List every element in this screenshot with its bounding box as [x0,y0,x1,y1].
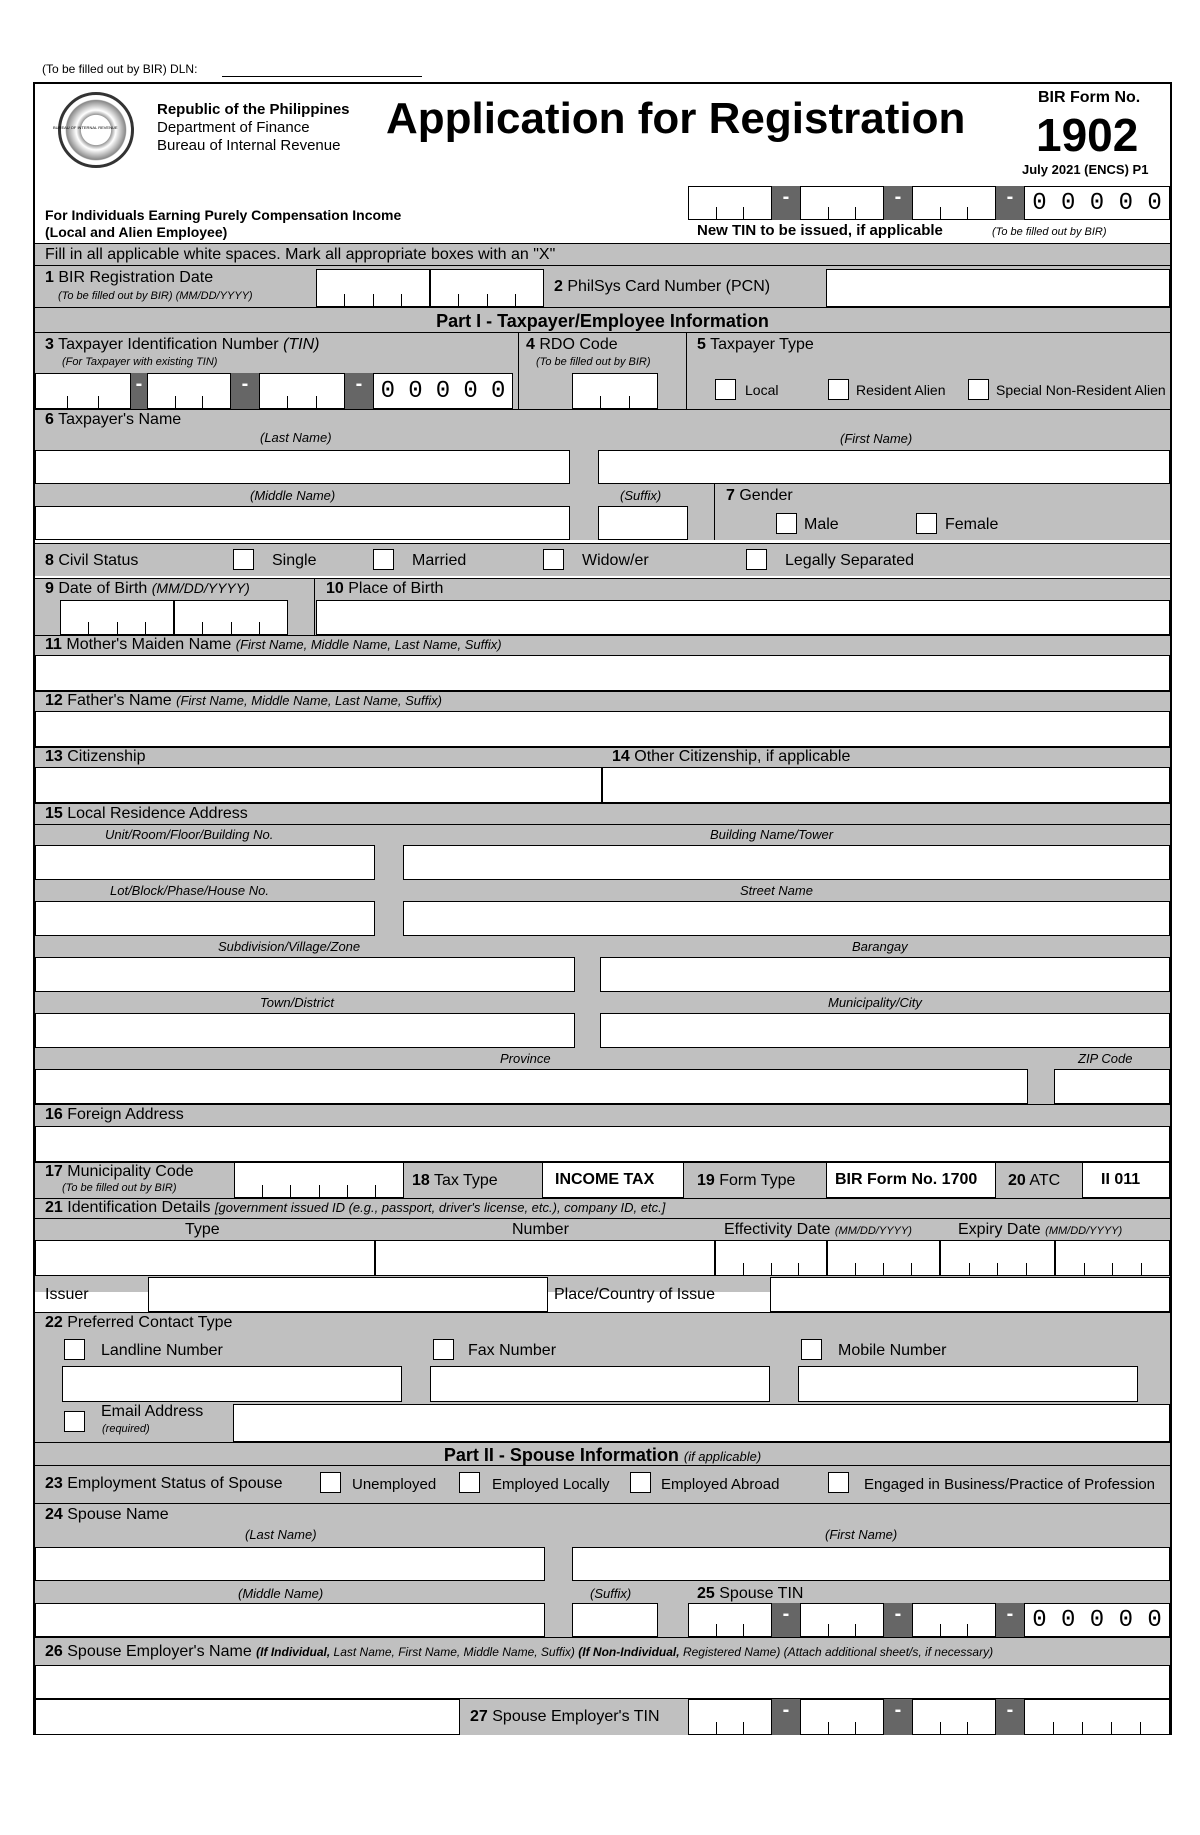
f15-num: 15 [45,805,63,822]
f7-label: Gender [739,487,793,504]
id-number-input[interactable] [375,1240,715,1276]
spouse-employed-abroad-checkbox[interactable] [630,1472,651,1493]
subdivision-input[interactable] [35,957,575,992]
form-number: 1902 [1036,109,1139,161]
f11-num: 11 [45,636,62,653]
instructions-text: Fill in all applicable white spaces. Mark all appropriate boxes with an "X" [45,246,556,263]
tin-dash-1: - [131,373,147,409]
f6-label: Taxpayer's Name [58,411,182,428]
f21-num: 21 [45,1199,63,1216]
f5-num: 5 [697,336,706,353]
f26-nonind: (If Non-Individual, [578,1645,680,1659]
civil-single-checkbox[interactable] [233,549,254,570]
tin-branch[interactable]: 0 0 0 0 0 [373,373,513,409]
f10-label: Place of Birth [348,580,444,597]
eff-date-yyyy[interactable] [827,1240,940,1276]
street-caption: Street Name [740,883,813,898]
f4-note: (To be filled out by BIR) [536,356,651,368]
employer-tin-part-3[interactable] [912,1699,996,1735]
civil-married-checkbox[interactable] [373,549,394,570]
spouse-unemployed-label: Unemployed [352,1476,437,1493]
town-input[interactable] [35,1013,575,1048]
mobile-checkbox[interactable] [801,1339,822,1360]
tin-part-2[interactable] [147,373,231,409]
f26-num: 26 [45,1643,63,1660]
reg-date-yyyy[interactable] [430,269,544,307]
landline-checkbox[interactable] [64,1339,85,1360]
f12-note: (First Name, Middle Name, Last Name, Suffix) [176,693,442,708]
eff-date-header: Effectivity Date [724,1221,831,1238]
province-input[interactable] [35,1069,1028,1104]
f3-tin: (TIN) [283,336,320,353]
new-tin-dash-2: - [884,186,912,220]
form-type-value: BIR Form No. 1700 [826,1162,996,1198]
f14-num: 14 [612,748,630,765]
taxpayer-type-special-checkbox[interactable] [968,379,989,400]
f9-label: Date of Birth [58,580,148,597]
part1-header [35,307,1170,332]
row-foreign [35,1104,1170,1126]
f9-fmt: (MM/DD/YYYY) [151,580,250,596]
middle-name-caption: (Middle Name) [250,488,336,503]
tin-part-1[interactable] [35,373,131,409]
rdo-code-input[interactable] [572,373,658,409]
f3-label: Taxpayer Identification Number [58,336,279,353]
tax-type-value: INCOME TAX [542,1162,684,1198]
civil-married-label: Married [412,552,467,569]
f3-note: (For Taxpayer with existing TIN) [62,356,218,368]
f1-label: BIR Registration Date [58,269,214,286]
taxpayer-type-resident-alien-checkbox[interactable] [828,379,849,400]
spouse-first-caption: (First Name) [825,1527,898,1542]
f9-num: 9 [45,580,54,597]
mobile-label: Mobile Number [838,1342,947,1359]
f13-label: Citizenship [67,748,146,765]
agency-line-2: Department of Finance [157,119,310,136]
employer-tin-dash-3: - [996,1699,1024,1735]
employer-tin-part-2[interactable] [800,1699,884,1735]
seal-text: BUREAU OF INTERNAL REVENUE [53,125,118,130]
unit-input[interactable] [35,845,375,880]
f1-note: (To be filled out by BIR) (MM/DD/YYYY) [58,290,253,302]
spouse-last-input[interactable] [35,1547,545,1581]
bir-seal [53,92,134,168]
f25-num: 25 [697,1585,715,1602]
for-line-2: (Local and Alien Employee) [45,224,228,240]
birth-date-yyyy[interactable] [174,600,288,635]
other-citizenship-input[interactable] [602,767,1170,803]
f18-label: Tax Type [433,1172,498,1189]
agency-line-1: Republic of the Philippines [157,101,350,118]
building-caption: Building Name/Tower [710,827,834,842]
citizenship-input[interactable] [35,767,602,803]
part2-note: (if applicable) [683,1449,762,1464]
f22-num: 22 [45,1314,63,1331]
exp-date-yyyy[interactable] [1055,1240,1170,1276]
f17-note: (To be filled out by BIR) [62,1182,177,1194]
last-name-caption: (Last Name) [260,430,332,445]
gender-female-checkbox[interactable] [916,513,937,534]
f24-label: Spouse Name [67,1506,169,1523]
f24-num: 24 [45,1506,63,1523]
f15-label: Local Residence Address [67,805,248,822]
divider [714,484,715,540]
spouse-employed-local-checkbox[interactable] [459,1472,480,1493]
gender-female-label: Female [945,516,999,533]
f26-nonind2: Registered Name) (Attach additional sheet/s, if necessary) [682,1645,994,1659]
f3-num: 3 [45,336,54,353]
spouse-tin-dash-1: - [772,1603,800,1637]
f12-label: Father's Name [67,692,172,709]
civil-separated-label: Legally Separated [785,552,914,569]
new-tin-part-2[interactable] [800,186,884,220]
spouse-last-caption: (Last Name) [245,1527,317,1542]
f26-ind: (If Individual, [256,1645,331,1659]
gender-male-checkbox[interactable] [776,513,797,534]
new-tin-dash-3: - [996,186,1024,220]
fax-label: Fax Number [468,1342,557,1359]
new-tin-branch[interactable]: 0 0 0 0 0 [1024,186,1170,220]
building-input[interactable] [403,845,1170,880]
f12-num: 12 [45,692,63,709]
foreign-address-input[interactable] [35,1126,1170,1162]
f26-ind2: Last Name, First Name, Middle Name, Suffix) [333,1645,575,1659]
civil-widow-label: Widow/er [582,552,649,569]
landline-label: Landline Number [101,1342,223,1359]
instructions-bar [35,243,1170,265]
landline-input[interactable] [62,1366,402,1402]
email-checkbox[interactable] [64,1411,85,1432]
first-name-caption: (First Name) [840,431,913,446]
f11-note: (First Name, Middle Name, Last Name, Suffix) [235,637,502,652]
spouse-tin-part-1[interactable] [688,1603,772,1637]
form-version: July 2021 (ENCS) P1 [1022,162,1149,177]
fax-input[interactable] [430,1366,770,1402]
new-tin-part-3[interactable] [912,186,996,220]
f20-num: 20 [1008,1172,1026,1189]
new-tin-note: (To be filled out by BIR) [992,226,1107,238]
employer-tin-dash-1: - [772,1699,800,1735]
f10-num: 10 [326,580,344,597]
spouse-tin-branch[interactable]: 0 0 0 0 0 [1024,1603,1170,1637]
atc-value: II 011 [1082,1162,1170,1198]
lot-input[interactable] [35,901,375,936]
exp-date-header: Expiry Date [958,1221,1041,1238]
f2-label: PhilSys Card Number (PCN) [567,278,771,295]
gender-male-label: Male [804,516,839,533]
last-name-input[interactable] [35,450,570,484]
f21-label: Identification Details [67,1199,211,1216]
employer-tin-dash-2: - [884,1699,912,1735]
f7-num: 7 [726,487,735,504]
civil-single-label: Single [272,552,317,569]
suffix-caption: (Suffix) [620,488,662,503]
f19-num: 19 [697,1172,715,1189]
spouse-first-input[interactable] [572,1547,1170,1581]
spouse-tin-part-3[interactable] [912,1603,996,1637]
first-name-input[interactable] [598,450,1170,484]
subdivision-caption: Subdivision/Village/Zone [218,939,361,954]
f13-num: 13 [45,748,63,765]
f16-label: Foreign Address [67,1106,184,1123]
place-issue-input[interactable] [770,1277,1170,1312]
employer-tin-part-1[interactable] [688,1699,772,1735]
mobile-input[interactable] [798,1366,1138,1402]
f20-label: ATC [1029,1172,1061,1189]
f17-num: 17 [45,1163,63,1180]
middle-name-input[interactable] [35,506,570,540]
civil-separated-checkbox[interactable] [746,549,767,570]
civil-widow-checkbox[interactable] [543,549,564,570]
form-title: Application for Registration [386,94,966,143]
f22-label: Preferred Contact Type [67,1314,233,1331]
f19-label: Form Type [719,1172,796,1189]
street-input[interactable] [403,901,1170,936]
new-tin-label: New TIN to be issued, if applicable [697,222,943,239]
new-tin-part-1[interactable] [688,186,772,220]
f23-label: Employment Status of Spouse [67,1475,283,1492]
f23-num: 23 [45,1475,63,1492]
municipality-input[interactable] [600,1013,1170,1048]
f25-label: Spouse TIN [719,1585,804,1602]
town-caption: Town/District [260,995,334,1010]
eff-date-mmdd[interactable] [715,1240,827,1276]
f4-label: RDO Code [539,336,618,353]
issuer-input[interactable] [148,1277,548,1312]
divider [35,1218,1170,1219]
f16-num: 16 [45,1106,63,1123]
father-name-input[interactable] [35,711,1170,747]
tin-part-3[interactable] [259,373,345,409]
issuer-label: Issuer [45,1286,89,1303]
email-required: (required) [102,1423,150,1435]
agency-line-3: Bureau of Internal Revenue [157,137,341,154]
f11-label: Mother's Maiden Name [66,636,232,653]
pcn-input[interactable] [826,269,1170,307]
spouse-employed-abroad-label: Employed Abroad [661,1476,780,1493]
id-type-input[interactable] [35,1240,375,1276]
dln-line[interactable] [222,76,422,77]
spouse-business-checkbox[interactable] [828,1472,849,1493]
dln-label: (To be filled out by BIR) DLN: [42,62,198,76]
place-of-birth-input[interactable] [316,600,1170,635]
email-input[interactable] [233,1404,1170,1442]
spouse-suffix-input[interactable] [572,1603,658,1637]
row-citizenship [35,747,1170,767]
place-issue-label: Place/Country of Issue [554,1286,715,1303]
taxpayer-type-local-checkbox[interactable] [715,379,736,400]
f26-label: Spouse Employer's Name [67,1643,252,1660]
f8-num: 8 [45,552,54,569]
spouse-middle-caption: (Middle Name) [238,1586,324,1601]
exp-date-mmdd[interactable] [940,1240,1055,1276]
taxpayer-type-resident-alien-label: Resident Alien [856,382,946,398]
eff-date-fmt: (MM/DD/YYYY) [834,1225,912,1237]
zip-input[interactable] [1054,1069,1170,1104]
f27-num: 27 [470,1708,488,1725]
divider [518,332,519,409]
form-no-label: BIR Form No. [1038,89,1141,106]
new-tin-dash-1: - [772,186,800,220]
id-type-header: Type [185,1221,220,1238]
f1-num: 1 [45,269,54,286]
barangay-caption: Barangay [852,939,908,954]
municipality-caption: Municipality/City [828,995,922,1010]
spouse-tin-dash-3: - [996,1603,1024,1637]
divider [35,824,1170,825]
spouse-unemployed-checkbox[interactable] [320,1472,341,1493]
f18-num: 18 [412,1172,430,1189]
for-line-1: For Individuals Earning Purely Compensation Income [45,207,402,223]
tin-dash-3: - [345,373,373,409]
spouse-middle-input[interactable] [35,1603,545,1637]
f17-label: Municipality Code [67,1163,194,1180]
f4-num: 4 [526,336,535,353]
f14-label: Other Citizenship, if applicable [634,748,851,765]
spouse-tin-dash-2: - [884,1603,912,1637]
f5-label: Taxpayer Type [710,336,814,353]
municipality-code-input[interactable] [234,1162,404,1198]
suffix-input[interactable] [598,506,688,540]
zip-caption: ZIP Code [1078,1051,1133,1066]
tin-dash-2: - [231,373,259,409]
f8-label: Civil Status [58,552,139,569]
taxpayer-type-special-label: Special Non-Resident Alien [996,382,1166,398]
email-label: Email Address [101,1403,204,1420]
part1-title: Part I - Taxpayer/Employee Information [436,311,769,331]
spouse-employed-local-label: Employed Locally [492,1476,610,1493]
reg-date-mmdd[interactable] [316,269,430,307]
f2-num: 2 [554,278,563,295]
f21-note: [government issued ID (e.g., passport, driver's license, etc.), company ID, etc.] [214,1200,666,1215]
part2-title: Part II - Spouse Information [443,1445,679,1465]
divider [314,578,315,635]
birth-date-mmdd[interactable] [60,600,174,635]
spouse-suffix-caption: (Suffix) [590,1586,632,1601]
lot-caption: Lot/Block/Phase/House No. [110,883,269,898]
unit-caption: Unit/Room/Floor/Building No. [105,827,274,842]
province-caption: Province [500,1051,551,1066]
f27-label: Spouse Employer's TIN [492,1708,660,1725]
taxpayer-type-local-label: Local [745,382,779,398]
spouse-business-label: Engaged in Business/Practice of Profession [864,1476,1155,1493]
f27-label-cell [460,1699,688,1735]
barangay-input[interactable] [600,957,1170,992]
spouse-employer-extra-input[interactable] [35,1699,460,1735]
mother-name-input[interactable] [35,655,1170,691]
spouse-employer-input[interactable] [35,1665,1170,1699]
part2-header [35,1442,1170,1465]
spouse-tin-part-2[interactable] [800,1603,884,1637]
id-number-header: Number [512,1221,569,1238]
fax-checkbox[interactable] [433,1339,454,1360]
exp-date-fmt: (MM/DD/YYYY) [1045,1225,1123,1237]
divider [686,332,687,409]
f6-num: 6 [45,411,54,428]
employer-tin-branch[interactable] [1024,1699,1170,1735]
